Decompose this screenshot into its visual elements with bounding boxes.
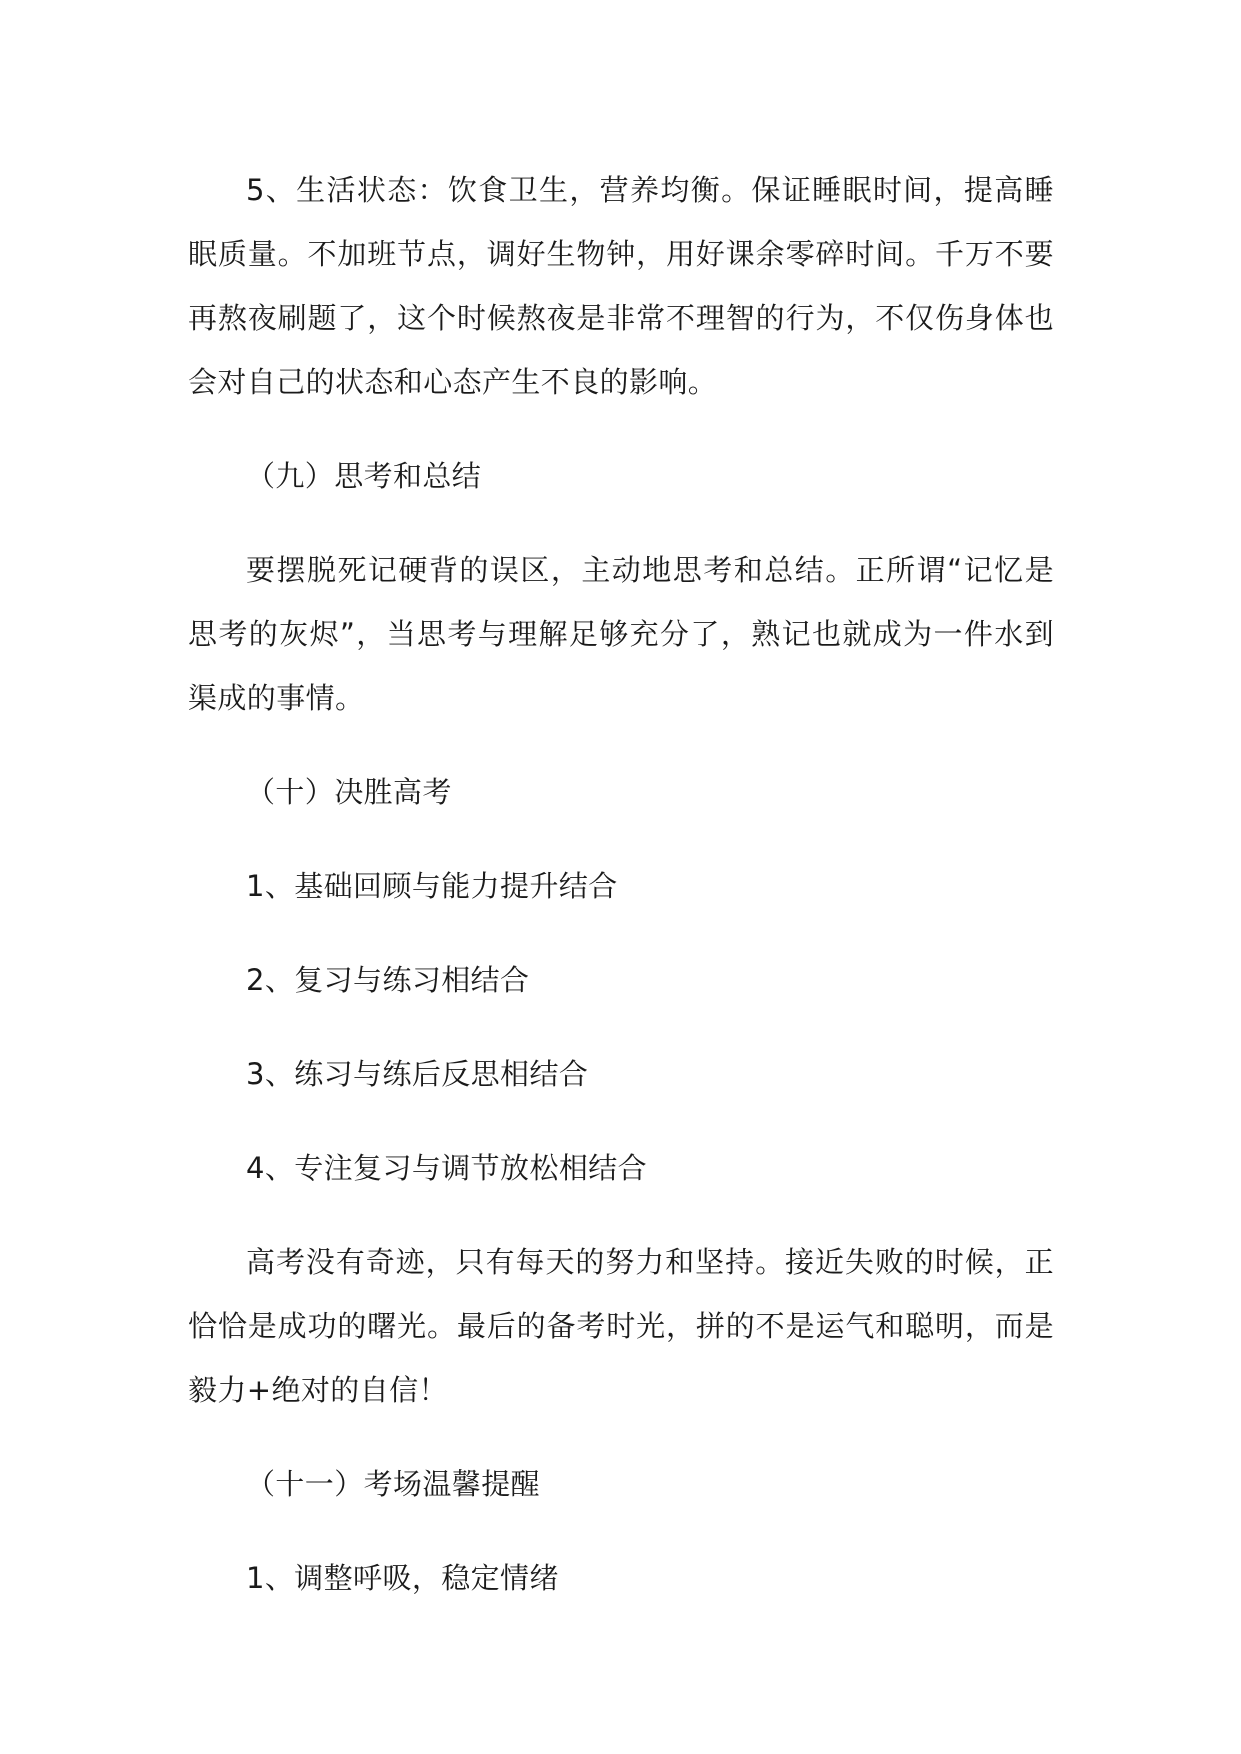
spacer [188, 1516, 1054, 1546]
list-item: 1、基础回顾与能力提升结合 [246, 869, 618, 903]
list-item: 1、调整呼吸，稳定情绪 [246, 1561, 559, 1595]
section-heading-nine: （九）思考和总结 [246, 459, 482, 493]
spacer [188, 1106, 1054, 1136]
list-item: 3、练习与练后反思相结合 [246, 1057, 589, 1091]
list-item: 2、复习与练习相结合 [246, 963, 530, 997]
document-body [188, 158, 1054, 1610]
spacer [188, 824, 1054, 854]
spacer [188, 1422, 1054, 1452]
list-item: 4、专注复习与调节放松相结合 [246, 1151, 648, 1185]
spacer [188, 1200, 1054, 1230]
paragraph-no-miracle: 高考没有奇迹，只有每天的努力和坚持。接近失败的时候，正恰恰是成功的曙光。最后的备考时光，拼的不是运气和聪明，而是毅力+绝对的自信！ [188, 1245, 1054, 1407]
paragraph-life-status: 5、生活状态：饮食卫生，营养均衡。保证睡眠时间，提高睡眠质量。不加班节点，调好生物钟，用好课余零碎时间。千万不要再熬夜刷题了，这个时候熬夜是非常不理智的行为，不仅伤身体也会对自己的状态和心态产生不良的影响。 [188, 173, 1054, 399]
spacer [188, 508, 1054, 538]
section-heading-ten: （十）决胜高考 [246, 775, 452, 809]
spacer [188, 730, 1054, 760]
spacer [188, 918, 1054, 948]
paragraph-thinking: 要摆脱死记硬背的误区，主动地思考和总结。正所谓“记忆是思考的灰烬”，当思考与理解足够充分了，熟记也就成为一件水到渠成的事情。 [188, 553, 1054, 715]
spacer [188, 1012, 1054, 1042]
spacer [188, 414, 1054, 444]
section-heading-eleven: （十一）考场温馨提醒 [246, 1467, 541, 1501]
